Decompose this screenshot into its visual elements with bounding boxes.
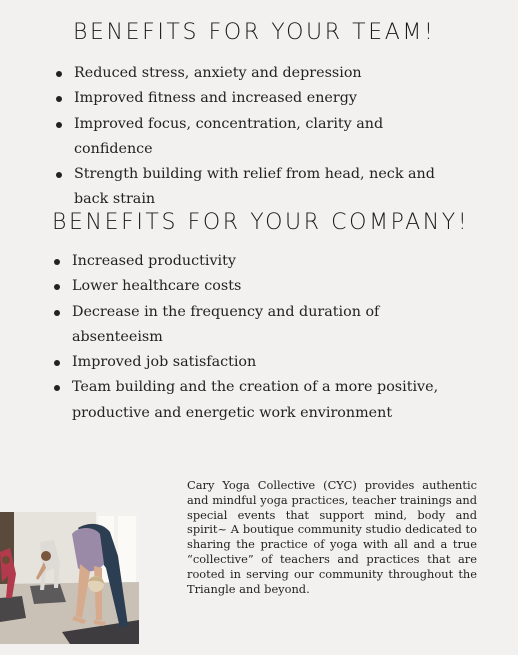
list-item: Lower healthcare costs	[52, 274, 452, 299]
list-item: Increased productivity	[52, 249, 452, 274]
list-item: Reduced stress, anxiety and depression	[54, 61, 466, 86]
company-benefits-heading: BENEFITS FOR YOUR COMPANY!	[52, 210, 470, 235]
list-item: Improved focus, concentration, clarity and confidence	[54, 112, 466, 163]
studio-description: Cary Yoga Collective (CYC) provides authentic and mindful yoga practices, teacher trainings and special events that support mind, body and spirit~ A boutique community studio dedicated to sharing the practice of yoga with all and a true “collective” of teachers and practices that are rooted in serving our community throughout the Triangle and beyond.	[187, 478, 477, 596]
team-benefits-list	[54, 61, 466, 213]
list-item: Team building and the creation of a more positive, productive and energetic work environment	[52, 375, 452, 426]
list-item: Strength building with relief from head, neck and back strain	[54, 162, 466, 213]
company-benefits-list	[52, 249, 452, 426]
yoga-class-photo	[0, 512, 139, 644]
list-item: Improved job satisfaction	[52, 350, 452, 375]
team-benefits-heading: BENEFITS FOR YOUR TEAM!	[73, 20, 436, 45]
list-item: Improved fitness and increased energy	[54, 86, 466, 111]
list-item: Decrease in the frequency and duration of absenteeism	[52, 300, 452, 351]
